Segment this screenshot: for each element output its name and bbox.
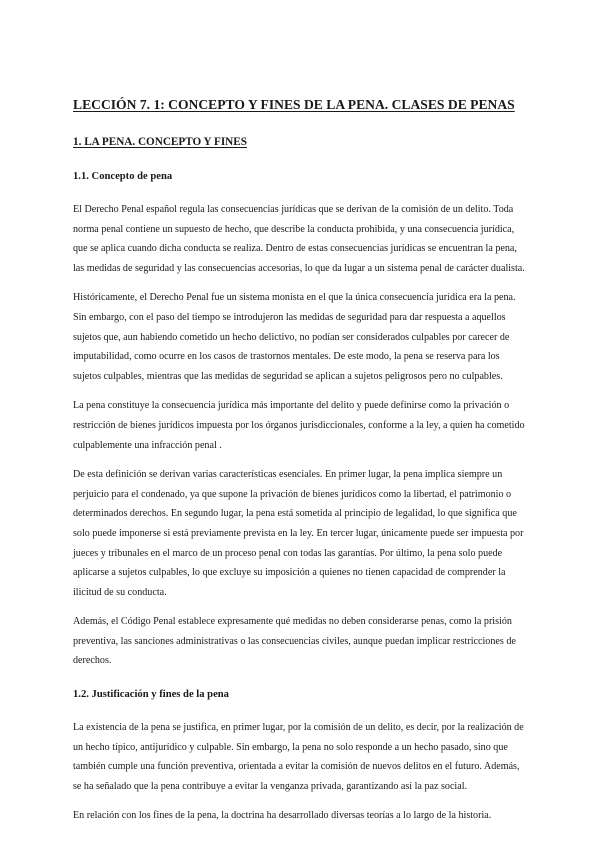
lesson-title: LECCIÓN 7. 1: CONCEPTO Y FINES DE LA PENA. CLASES DE PENAS [73, 97, 515, 112]
subsection-justification [73, 687, 528, 826]
subsection-title: 1.1. Concepto de pena [73, 171, 173, 182]
subsection-concept [73, 169, 528, 671]
paragraph: Históricamente, el Derecho Penal fue un sistema monista en el que la única consecuencia jurídica era la pena. Sin embargo, con el paso del tiempo se introdujeron las medidas de seguridad para dar respuesta a aquellos sujetos que, aun habiendo cometido un hecho delictivo, no podían ser considerados culpables por carecer de imputabilidad, como ocurre en los casos de trastornos mentales. De este modo, la pena se reserva para los sujetos culpables, mientras que las medidas de seguridad se aplican a sujetos peligrosos pero no culpables. [73, 292, 516, 382]
paragraph: La pena constituye la consecuencia jurídica más importante del delito y puede definirse como la privación o restricción de bienes jurídicos impuesta por los órganos jurisdiccionales, conforme a la ley, a quien ha cometido culpablemente una infracción penal . [73, 400, 525, 451]
paragraph: De esta definición se derivan varias características esenciales. En primer lugar, la pena implica siempre un perjuicio para el condenado, ya que supone la privación de bienes jurídicos como la libertad, el patrimonio o determinados derechos. En segundo lugar, la pena está sometida al principio de legalidad, lo que significa que solo puede imponerse si está previamente prevista en la ley. En tercer lugar, únicamente puede ser impuesta por jueces y tribunales en el marco de un proceso penal con todas las garantías. Por último, la pena solo puede aplicarse a sujetos culpables, lo que excluye su imposición a quienes no tienen capacidad de comprender la ilicitud de su conducta. [73, 469, 524, 598]
paragraph: Además, el Código Penal establece expresamente qué medidas no deben considerarse penas, como la prisión preventiva, las sanciones administrativas o las consecuencias civiles, aunque puedan implicar restricciones de derechos. [73, 616, 516, 667]
paragraph: En relación con los fines de la pena, la doctrina ha desarrollado diversas teorías a lo largo de la historia. [73, 810, 492, 822]
subsection-title: 1.2. Justificación y fines de la pena [73, 689, 229, 701]
paragraph: La existencia de la pena se justifica, en primer lugar, por la comisión de un delito, es decir, por la realización de un hecho típico, antijurídico y culpable. Sin embargo, la pena no solo responde a un hecho pasado, sino que también cumple una función preventiva, orientada a evitar la comisión de nuevos delitos en el futuro. Además, se ha señalado que la pena contribuye a evitar la venganza privada, garantizando así la paz social. [73, 722, 524, 792]
paragraph: El Derecho Penal español regula las consecuencias jurídicas que se derivan de la comisión de un delito. Toda norma penal contiene un supuesto de hecho, que describe la conducta prohibida, y una consecuencia jurídica, que se aplica cuando dicha conducta se realiza. Dentro de estas consecuencias jurídicas se encuentran la pena, las medidas de seguridad y las consecuencias accesorias, lo que da lugar a un sistema penal de carácter dualista. [73, 204, 525, 274]
section-title: 1. LA PENA. CONCEPTO Y FINES [73, 136, 247, 148]
